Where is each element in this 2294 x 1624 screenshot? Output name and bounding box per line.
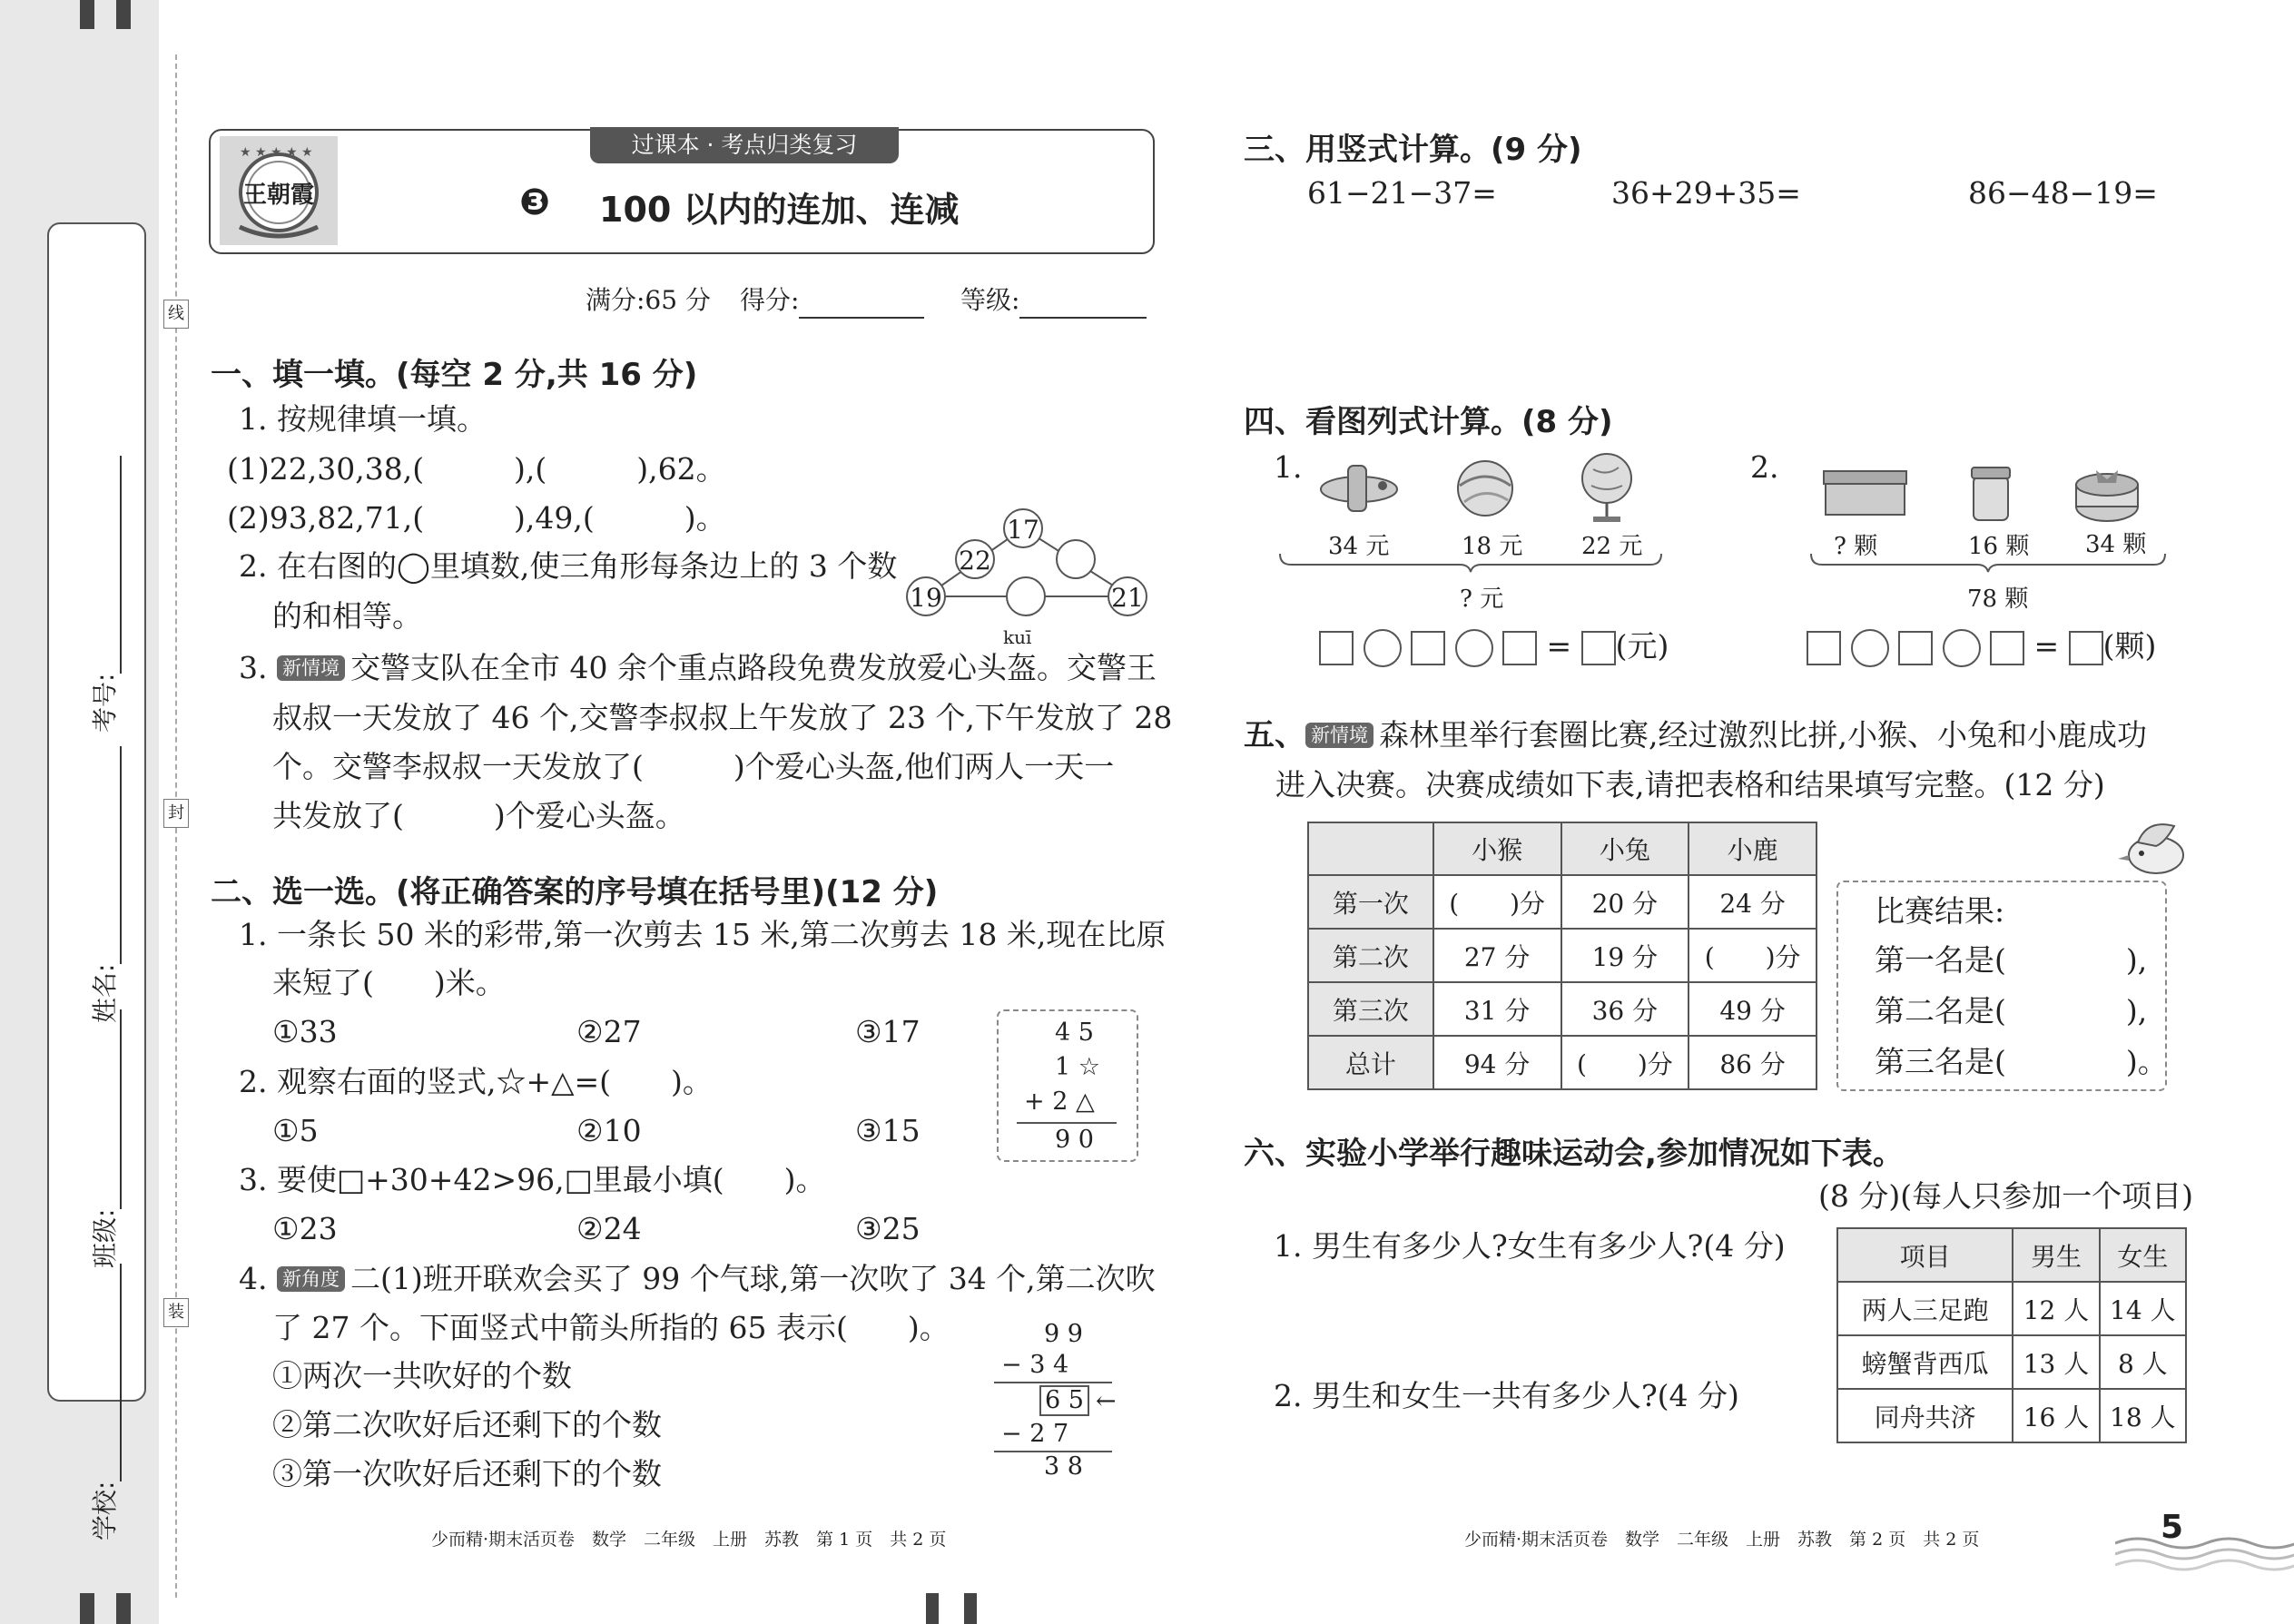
sec5-num: 五、 [1244,717,1305,753]
footer-right: 少而精·期末活页卷 数学 二年级 上册 苏教 第 2 页 共 2 页 [1464,1530,1980,1550]
sec6-note: (8 分)(每人只参加一个项目) [1818,1178,2193,1214]
sec2-q4-line2: 了 27 个。下面竖式中箭头所指的 65 表示( )。 [272,1310,950,1345]
sec2-q1-opt1[interactable]: ①33 [272,1014,338,1049]
result-title: 比赛结果: [1875,893,2005,929]
answer-box[interactable] [1990,631,2024,665]
sec3-item3: 86−48−19= [1968,175,2158,211]
sec2-q3: 3. 要使□+30+42>96,□里最小填( )。 [239,1162,826,1197]
count-box: ? 颗 [1834,533,1878,560]
table-row [1837,1282,2186,1335]
sec2-q3-opt1[interactable]: ①23 [272,1211,338,1246]
sports-table [1836,1227,2187,1443]
table-header [1308,822,1433,875]
school-label: 学校: [90,1481,120,1540]
table-cell: 螃蟹背西瓜 [1837,1335,2013,1389]
binding-mark [80,0,94,29]
table-cell: 86 分 [1689,1036,1816,1089]
p2-unit: (颗) [2102,628,2157,664]
sec1-q3-line2: 叔叔一天发放了 46 个,交警李叔叔上午发放了 23 个,下午发放了 28 [272,700,1173,735]
table-cell: 16 人 [2013,1389,2099,1442]
table-row [1308,982,1816,1036]
result-third[interactable]: 第三名是( )。 [1875,1044,2168,1079]
table-cell: 19 分 [1561,929,1689,982]
brace-2 [1809,552,2168,574]
fold-mark: 装 [163,1298,189,1327]
equals-sign: = [1546,628,1572,664]
answer-box[interactable] [2069,631,2103,665]
sec2-q3-opt2[interactable]: ②24 [576,1211,642,1246]
vadd-row1: 4 5 [1055,1019,1094,1047]
binding-mark [116,1593,131,1624]
count-gift: 34 颗 [2085,531,2147,558]
sec2-q1-opt2[interactable]: ②27 [576,1014,642,1049]
sec3-title: 三、用竖式计算。(9 分) [1244,132,1582,168]
sec1-q3-text: 交警支队在全市 40 余个重点路段免费发放爱心头盔。交警王 [350,650,1157,685]
sec4-title: 四、看图列式计算。(8 分) [1244,404,1613,440]
bird-icon [2111,815,2201,881]
result-box [1836,881,2167,1091]
binding-mark [926,1593,939,1624]
sec1-q2-line1: 2. 在右图的◯里填数,使三角形每条边上的 3 个数 [239,548,898,584]
sec2-q1-opt3[interactable]: ③17 [855,1014,921,1049]
row-label: 第一次 [1308,875,1433,929]
table-header: 女生 [2100,1228,2186,1282]
sec5-line2: 进入决赛。决赛成绩如下表,请把表格和结果填写完整。(12 分) [1275,767,2105,802]
table-header: 小兔 [1561,822,1689,875]
svg-text:★ ★ ★ ★ ★: ★ ★ ★ ★ ★ [240,145,313,160]
table-cell: 13 人 [2013,1335,2099,1389]
binding-mark [80,1593,94,1624]
candy-box-icon [1822,468,1908,517]
candy-jar-icon [1968,466,2013,522]
operator-circle[interactable] [1364,629,1402,667]
sec6-q1: 1. 男生有多少人?女生有多少人?(4 分) [1274,1228,1786,1264]
globe-icon [1575,449,1639,527]
vadd-row4: 9 0 [1055,1126,1094,1154]
logo-text: 王朝霞 [242,182,314,209]
gift-box-icon [2072,461,2141,525]
vadd-row2: 1 ☆ [1055,1053,1100,1081]
sec6-q2: 2. 男生和女生一共有多少人?(4 分) [1274,1378,1739,1413]
class-field[interactable] [85,1009,122,1268]
answer-box[interactable] [1581,631,1616,665]
page-wave-decoration [2115,1518,2294,1572]
binding-mark [964,1593,977,1624]
sec2-q4-opt3[interactable]: ③第一次吹好后还剩下的个数 [272,1456,662,1491]
result-second[interactable]: 第二名是( ), [1875,993,2148,1029]
answer-box[interactable] [1502,631,1537,665]
student-info-box [47,222,146,1540]
table-cell: 8 人 [2100,1335,2186,1389]
sec2-q4-num: 4. [239,1261,268,1296]
new-angle-tag: 新角度 [277,1266,345,1292]
toy-plane-icon [1312,458,1407,517]
triangle-bottom-right: 21 [1108,576,1147,616]
table-row [1837,1335,2186,1389]
vsub-row3: 6 5 [1039,1385,1089,1416]
pinyin: kuī [1003,626,1032,648]
table-cell: 27 分 [1433,929,1561,982]
result-first[interactable]: 第一名是( ), [1875,942,2148,978]
sec2-q2-opt3[interactable]: ③15 [855,1113,921,1148]
full-score: 满分:65 分 [586,285,711,315]
footer-left: 少而精·期末活页卷 数学 二年级 上册 苏教 第 1 页 共 2 页 [431,1530,947,1550]
sec1-title: 一、填一填。(每空 2 分,共 16 分) [211,357,698,393]
table-cell[interactable]: ( )分 [1433,875,1561,929]
vadd-row3: + 2 △ [1024,1088,1095,1116]
sec4-p1-num: 1. [1274,449,1303,485]
operator-circle[interactable] [1943,629,1981,667]
table-cell: 12 人 [2013,1282,2099,1335]
p1-unit: (元) [1615,628,1669,664]
answer-box[interactable] [1411,631,1445,665]
table-cell: 同舟共济 [1837,1389,2013,1442]
exam-no-label: 考号: [90,673,120,733]
sec2-title: 二、选一选。(将正确答案的序号填在括号里)(12 分) [211,874,939,910]
count-jar: 16 颗 [1968,533,2030,560]
p2-total: 78 颗 [1967,586,2029,613]
triangle-bottom-left: 19 [906,576,946,616]
sec2-q2-opt1[interactable]: ①5 [272,1113,319,1148]
series-banner: 过课本 · 考点归类复习 [590,127,899,163]
sec1-q3-line1 [239,650,1157,686]
grade-field[interactable] [960,282,1147,319]
table-row [1308,1036,1816,1089]
vsub-row2: − 3 4 [1001,1351,1069,1379]
ball-icon [1455,458,1515,518]
table-cell: 14 人 [2100,1282,2186,1335]
table-row [1308,929,1816,982]
vertical-subtraction [994,1316,1139,1480]
sec2-q1-line1: 1. 一条长 50 米的彩带,第一次剪去 15 米,第二次剪去 18 米,现在比原 [239,917,1167,952]
row-label: 第二次 [1308,929,1433,982]
sec2-q4-opt2[interactable]: ②第二次吹好后还剩下的个数 [272,1407,662,1442]
sec1-q3-line4: 共发放了( )个爱心头盔。 [272,798,685,833]
price-ball: 18 元 [1462,533,1523,560]
triangle-right-mid[interactable] [1056,539,1096,579]
table-cell: 94 分 [1433,1036,1561,1089]
sec2-q4-line1 [239,1261,1156,1297]
score-field[interactable] [740,282,924,319]
competition-table [1307,822,1817,1090]
row-label: 第三次 [1308,982,1433,1036]
table-cell: 24 分 [1689,875,1816,929]
logo [220,136,338,245]
sec1-q2-line2: 的和相等。 [272,598,422,634]
table-cell: 49 分 [1689,982,1816,1036]
sec1-q3-line3: 个。交警李叔叔一天发放了( )个爱心头盔,他们两人一天一 [272,749,1115,784]
table-header: 项目 [1837,1228,2013,1282]
sec2-q1-line2: 来短了( )米。 [272,965,506,1000]
vertical-addition-box [997,1009,1138,1162]
sec6-title: 六、实验小学举行趣味运动会,参加情况如下表。 [1244,1136,1904,1172]
price-plane: 34 元 [1328,533,1390,560]
sec1-q3-num: 3. [239,650,268,685]
p1-equation[interactable] [1319,628,1669,667]
arrow-icon: ← [1096,1387,1117,1415]
p1-total: ? 元 [1460,586,1504,613]
name-label: 姓名: [90,963,120,1023]
sec4-p2-num: 2. [1750,449,1779,485]
triangle-top: 17 [1003,508,1043,548]
line-mark: 线 [163,300,189,329]
score-label: 得分: [740,285,800,315]
table-cell: 31 分 [1433,982,1561,1036]
price-globe: 22 元 [1581,533,1643,560]
unit-number: ❸ [519,182,550,223]
triangle-icon: △ [1075,1088,1095,1116]
p2-equation[interactable] [1807,628,2156,667]
sec3-item2: 36+29+35= [1611,175,1801,211]
operator-circle[interactable] [1455,629,1493,667]
school-field[interactable] [85,1264,122,1540]
triangle-bottom-mid[interactable] [1006,576,1046,616]
name-field[interactable] [85,746,122,1023]
table-header: 男生 [2013,1228,2099,1282]
vsub-row4: − 2 7 [1001,1420,1069,1448]
table-row [1308,875,1816,929]
vsub-row1: 9 9 [1044,1320,1083,1348]
sec2-q4-opt1[interactable]: ①两次一共吹好的个数 [272,1358,572,1393]
table-cell: 20 分 [1561,875,1689,929]
new-situation-tag: 新情境 [277,655,345,681]
row-label: 总计 [1308,1036,1433,1089]
answer-box[interactable] [1319,631,1354,665]
table-cell: 36 分 [1561,982,1689,1036]
sec1-q1b: (2)93,82,71,( ),49,( )。 [227,500,726,536]
answer-box[interactable] [1898,631,1933,665]
triangle-left-mid: 22 [955,539,995,579]
binding-mark [116,0,131,29]
grade-label: 等级: [960,285,1020,315]
sec1-q1: 1. 按规律填一填。 [239,401,487,437]
class-label: 班级: [90,1208,120,1268]
seal-mark: 封 [163,799,189,828]
brace-1 [1278,552,1664,574]
sec5-line1 [1244,717,2147,753]
sec2-q4-text: 二(1)班开联欢会买了 99 个气球,第一次吹了 34 个,第二次吹 [350,1261,1156,1296]
table-row [1837,1389,2186,1442]
answer-box[interactable] [1807,631,1841,665]
sec2-q2: 2. 观察右面的竖式,☆+△=( )。 [239,1064,713,1099]
new-situation-tag: 新情境 [1305,723,1373,748]
operator-circle[interactable] [1851,629,1889,667]
sec1-q1a: (1)22,30,38,( ),( ),62。 [227,451,726,487]
vsub-row5: 3 8 [1044,1452,1083,1481]
sec5-text: 森林里举行套圈比赛,经过激烈比拼,小猴、小兔和小鹿成功 [1379,717,2147,753]
vsub-rule1 [994,1382,1112,1383]
sec3-item1: 61−21−37= [1307,175,1497,211]
table-cell[interactable]: ( )分 [1689,929,1816,982]
sec2-q2-opt2[interactable]: ②10 [576,1113,642,1148]
page-title: 100 以内的连加、连减 [599,190,960,230]
equals-sign: = [2033,628,2060,664]
page-number: 5 [2161,1509,2184,1546]
exam-no-field[interactable] [85,456,122,733]
table-header: 小猴 [1433,822,1561,875]
star-icon: ☆ [1078,1053,1100,1081]
sec2-q3-opt3[interactable]: ③25 [855,1211,921,1246]
table-cell: 18 人 [2100,1389,2186,1442]
table-cell[interactable]: ( )分 [1561,1036,1689,1089]
table-header: 小鹿 [1689,822,1816,875]
table-cell: 两人三足跑 [1837,1282,2013,1335]
